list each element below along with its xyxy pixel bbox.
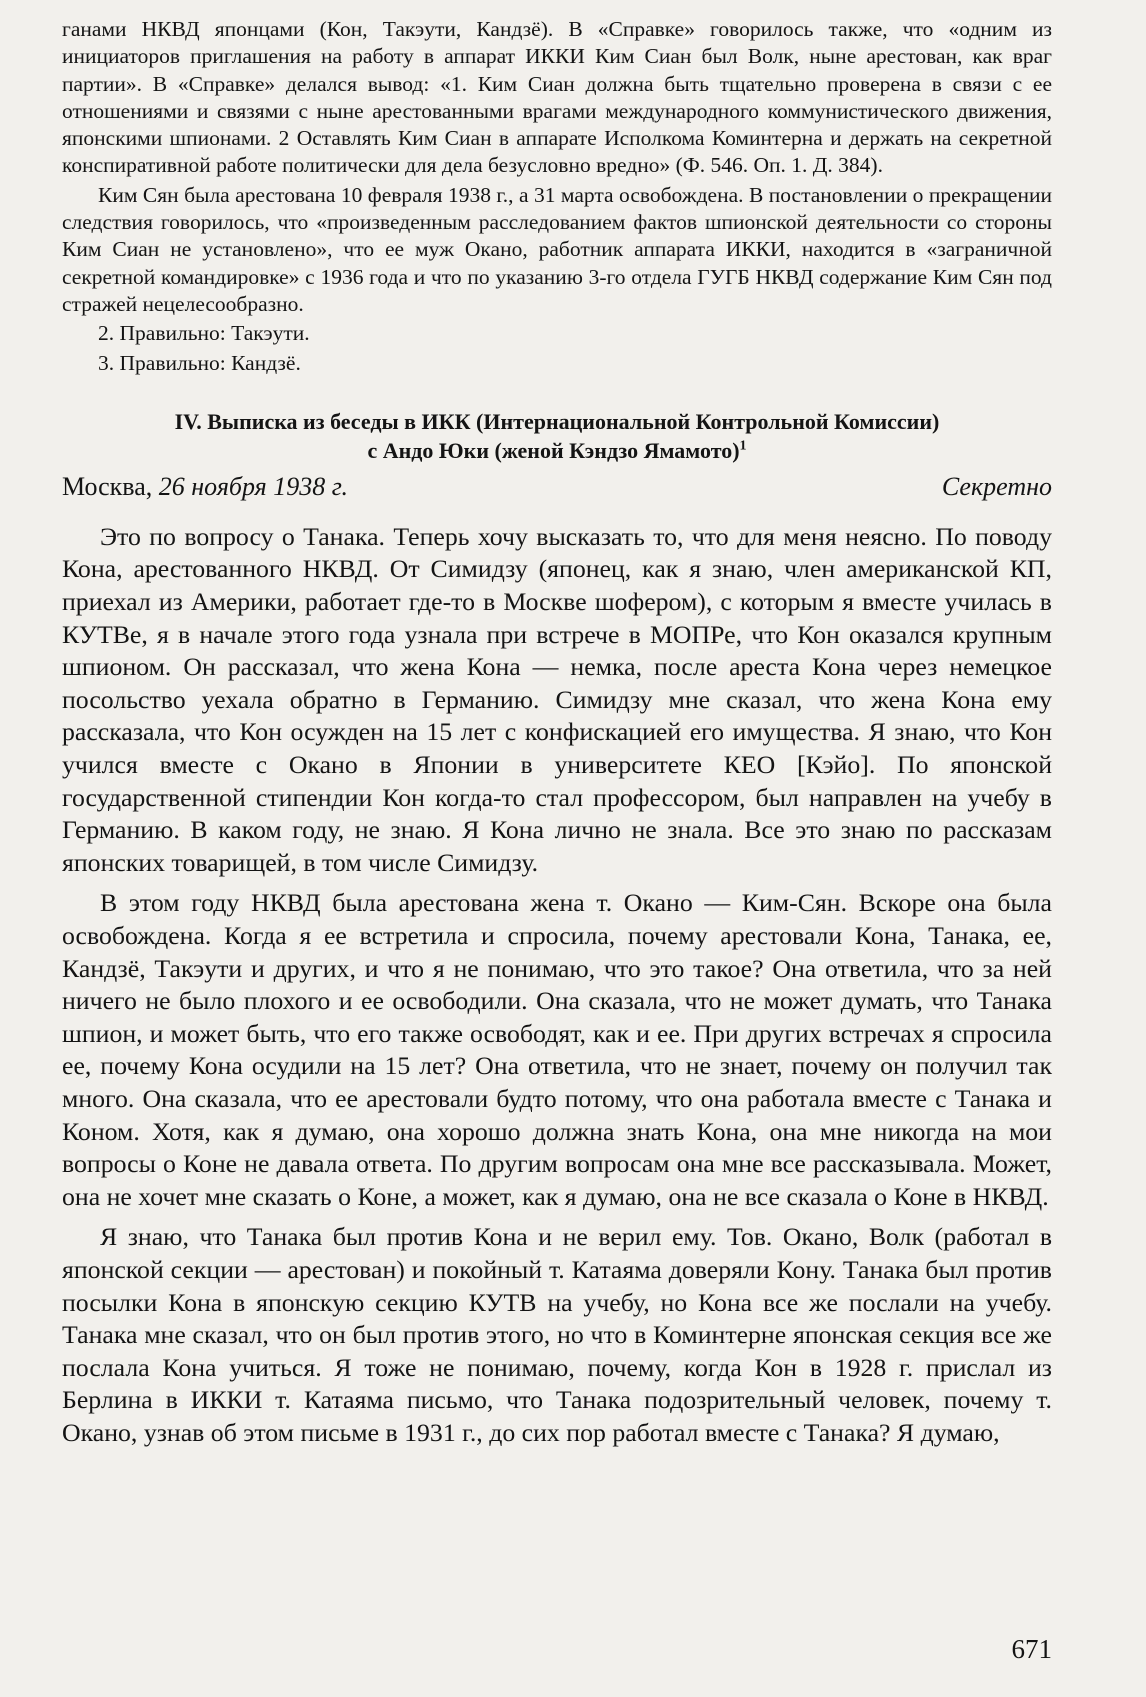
body-paragraph-2: В этом году НКВД была арестована жена т. Окано — Ким-Сян. Вскоре она была освобождена. Когда я ее встретила и спросила, почему арестовали Кона, Танака, ее, Кандзё, Такэути и других, и что я не понимаю, что это такое? Она ответила, что за ней ничего не было плохого и ее освободили. Она сказала, что не может думать, что Танака шпион, и может быть, что его также освободят, как и ее. При других встречах я спросила ее, почему Кона осудили на 15 лет? Она ответила, что не знает, почему он получил так много. Она сказала, что ее арестовали будто потому, что она работала вместе с Танака и Коном. Хотя, как я думаю, она хорошо должна знать Кона, она мне никогда на мои вопросы о Коне не давала ответа. По другим вопросам она мне все рассказывала. Может, она не хочет мне сказать о Коне, а может, как я думаю, она не все сказала о Коне в НКВД. [62, 888, 1052, 1211]
classification-mark: Секретно [941, 471, 1052, 501]
section-heading [62, 407, 1052, 465]
footnote-mark: 1 [739, 438, 747, 454]
footnote-3: 3. Правильно: Кандзё. [98, 350, 301, 375]
section-heading-line-1: IV. Выписка из беседы в ИКК (Интернациональной Контрольной Комиссии) [174, 408, 940, 434]
section-heading-line-2 [62, 436, 1052, 465]
body-paragraph-1: Это по вопросу о Танака. Теперь хочу высказать то, что для меня неясно. По поводу Кона, арестованного НКВД. От Симидзу (японец, как я знаю, член американской КП, приехал из Америки, работает где-то в Москве шофером), с которым я вместе училась в КУТВе, я в начале этого года узнала при встрече в МОПРе, что Кон оказался крупным шпионом. Он рассказал, что жена Кона — немка, после ареста Кона через немецкое посольство уехала обратно в Германию. Симидзу мне сказал, что жена Кона ему рассказала, что Кон осужден на 15 лет с конфискацией его имущества. Я знаю, что Кон учился вместе с Окано в Японии в университете КЕО [Кэйо]. По японской государственной стипендии Кон когда-то стал профессором, был направлен на учебу в Германию. В каком году, не знаю. Я Кона лично не знала. Все это знаю по рассказам японских товарищей, в том числе Симидзу. [62, 521, 1052, 877]
page-content [62, 16, 1052, 1449]
section-heading-subtitle: с Андо Юки (женой Кэндзо Ямамото) [367, 437, 740, 463]
place: Москва, [62, 471, 159, 501]
footnotes-continuation [62, 16, 1052, 377]
footnote-2: 2. Правильно: Такэути. [98, 321, 310, 346]
page-number: 671 [1011, 1634, 1052, 1664]
body-paragraph-3: Я знаю, что Танака был против Кона и не верил ему. Тов. Окано, Волк (работал в японской секции — арестован) и покойный т. Катаяма доверяли Кону. Танака был против посылки Кона в японскую секцию КУТВ на учебу, но Кона все же послали на учебу. Танака мне сказал, что он был против этого, но что в Коминтерне японская секция все же послала Кона учиться. Я тоже не понимаю, почему, когда Кон в 1928 г. прислал из Берлина в ИККИ т. Катаяма письмо, что Танака подозрительный человек, почему т. Окано, узнав об этом письме в 1931 г., до сих пор работал вместе с Танака? Я думаю, [62, 1222, 1052, 1447]
date: 26 ноября 1938 г. [158, 471, 349, 501]
footnote-paragraph-2: Ким Сян была арестована 10 февраля 1938 г., а 31 марта освобождена. В постановлении о прекращении следствия говорилось, что «произведенным расследованием фактов шпионской деятельности со стороны Ким Сиан не установлено», что ее муж Окано, работник аппарата ИККИ, находится в «заграничной секретной командировке» с 1936 года и что по указанию 3-го отдела ГУГБ НКВД содержание Ким Сян под стражей нецелесообразно. [62, 182, 1052, 316]
footnote-paragraph-1: ганами НКВД японцами (Кон, Такэути, Кандзё). В «Справке» говорилось также, что «одним из инициаторов приглашения на работу в аппарат ИККИ Ким Сиан был Волк, ныне арестован, как враг партии». В «Справке» делался вывод: «1. Ким Сиан должна быть тщательно проверена в связи с ее отношениями и связями с ныне арестованными врагами международного коммунистического движения, японскими шпионами. 2 Оставлять Ким Сиан в аппарате Исполкома Коминтерна и держать на секретной конспиративной работе политически для дела безусловно вредно» (Ф. 546. Оп. 1. Д. 384). [62, 17, 1052, 178]
place-and-date [62, 471, 348, 503]
dateline [62, 471, 1052, 503]
document-body [62, 521, 1052, 1450]
